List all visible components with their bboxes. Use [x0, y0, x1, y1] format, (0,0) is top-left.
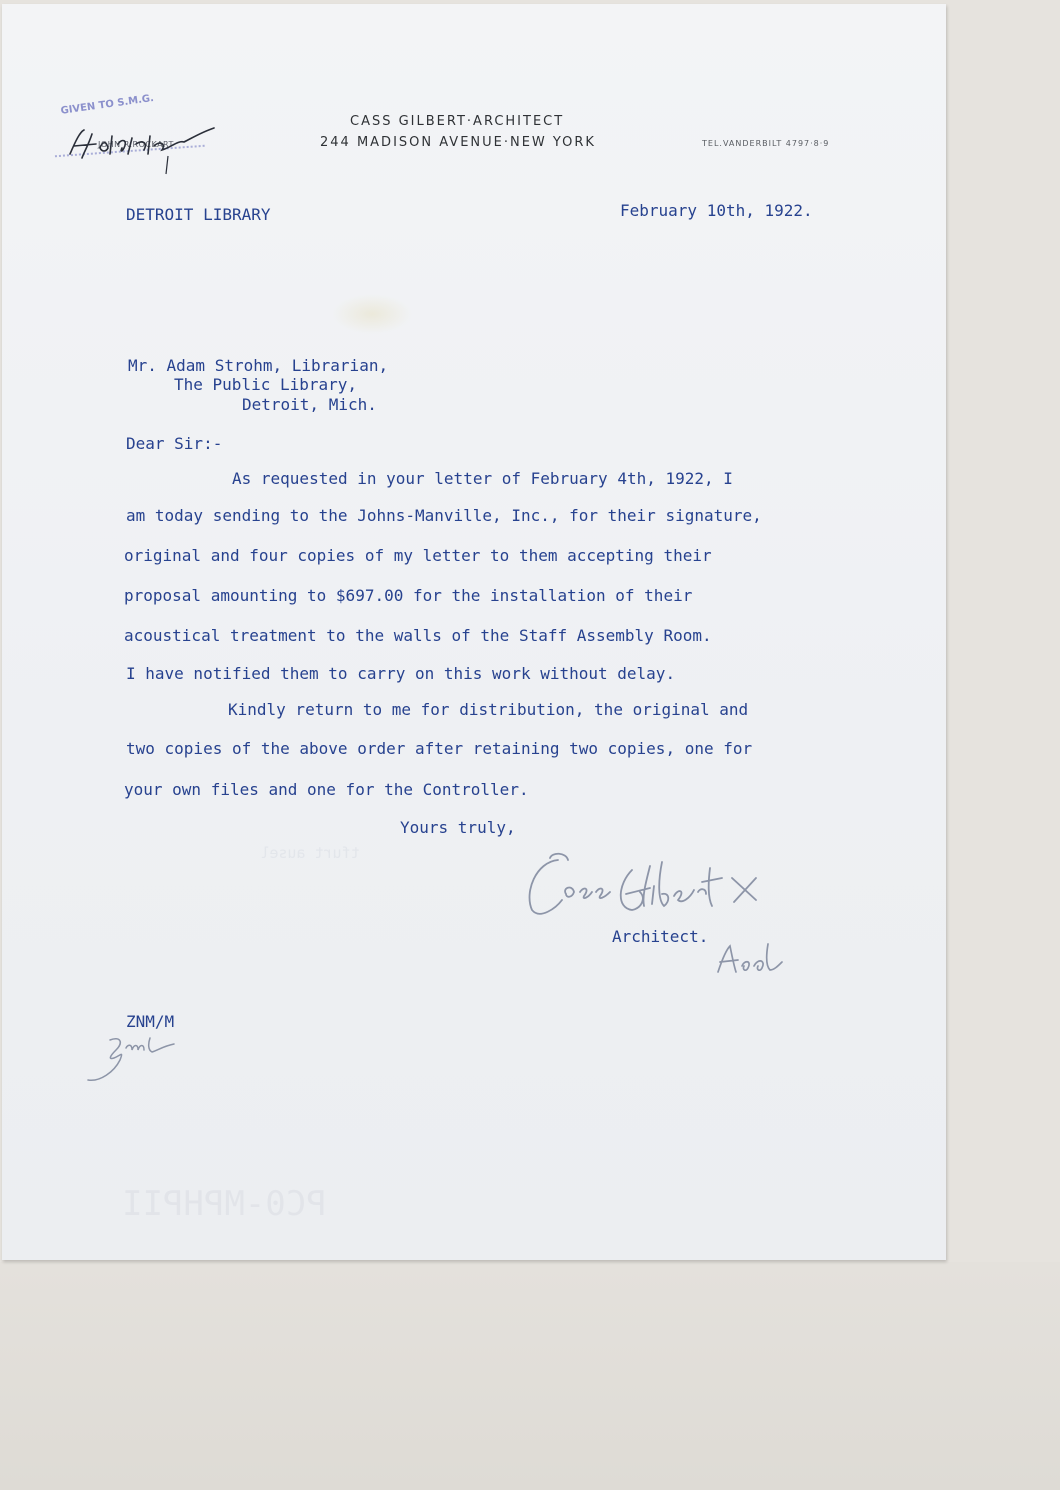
bleed-through: PC0-MPHPII	[122, 1184, 327, 1224]
signer-initials-handwritten	[704, 940, 794, 980]
body-line: acoustical treatment to the walls of the Staff Assembly Room.	[124, 626, 712, 645]
body-line: your own files and one for the Controller.	[124, 780, 529, 799]
recipient-line: The Public Library,	[174, 375, 358, 394]
body-line: two copies of the above order after retaining two copies, one for	[126, 739, 753, 758]
stamp-clerk-name: JOHN R.ROCKART	[98, 140, 174, 149]
letter-date: February 10th, 1922.	[620, 201, 813, 220]
body-line: As requested in your letter of February 4th, 1922, I	[232, 469, 733, 488]
body-line: proposal amounting to $697.00 for the installation of their	[124, 586, 693, 605]
signer-title: Architect.	[612, 927, 709, 946]
background-surface	[0, 1262, 1060, 1490]
letterhead-address: 244 MADISON AVENUE·NEW YORK	[320, 135, 596, 150]
recipient-line: Mr. Adam Strohm, Librarian,	[128, 356, 389, 375]
body-line: am today sending to the Johns-Manville, Inc., for their signature,	[126, 506, 762, 525]
reference-line: DETROIT LIBRARY	[126, 205, 271, 224]
salutation: Dear Sir:-	[126, 434, 223, 453]
closing: Yours truly,	[400, 818, 516, 837]
recipient-line: Detroit, Mich.	[242, 395, 377, 414]
bleed-through: tfurt ausel	[152, 844, 360, 862]
body-line: I have notified them to carry on this work without delay.	[126, 664, 676, 683]
typist-initials: ZNM/M	[126, 1012, 175, 1031]
letterhead-firm: CASS GILBERT·ARCHITECT	[350, 114, 565, 129]
paper-stain	[332, 294, 412, 334]
body-line: Kindly return to me for distribution, the original and	[228, 700, 749, 719]
body-line: original and four copies of my letter to them accepting their	[124, 546, 712, 565]
received-stamp: GIVEN TO S.M.G.	[60, 92, 155, 117]
handwritten-date	[62, 118, 222, 178]
letterhead-telephone: TEL.VANDERBILT 4797·8·9	[702, 139, 830, 148]
handwritten-initials	[80, 1030, 190, 1090]
signature	[522, 848, 782, 928]
